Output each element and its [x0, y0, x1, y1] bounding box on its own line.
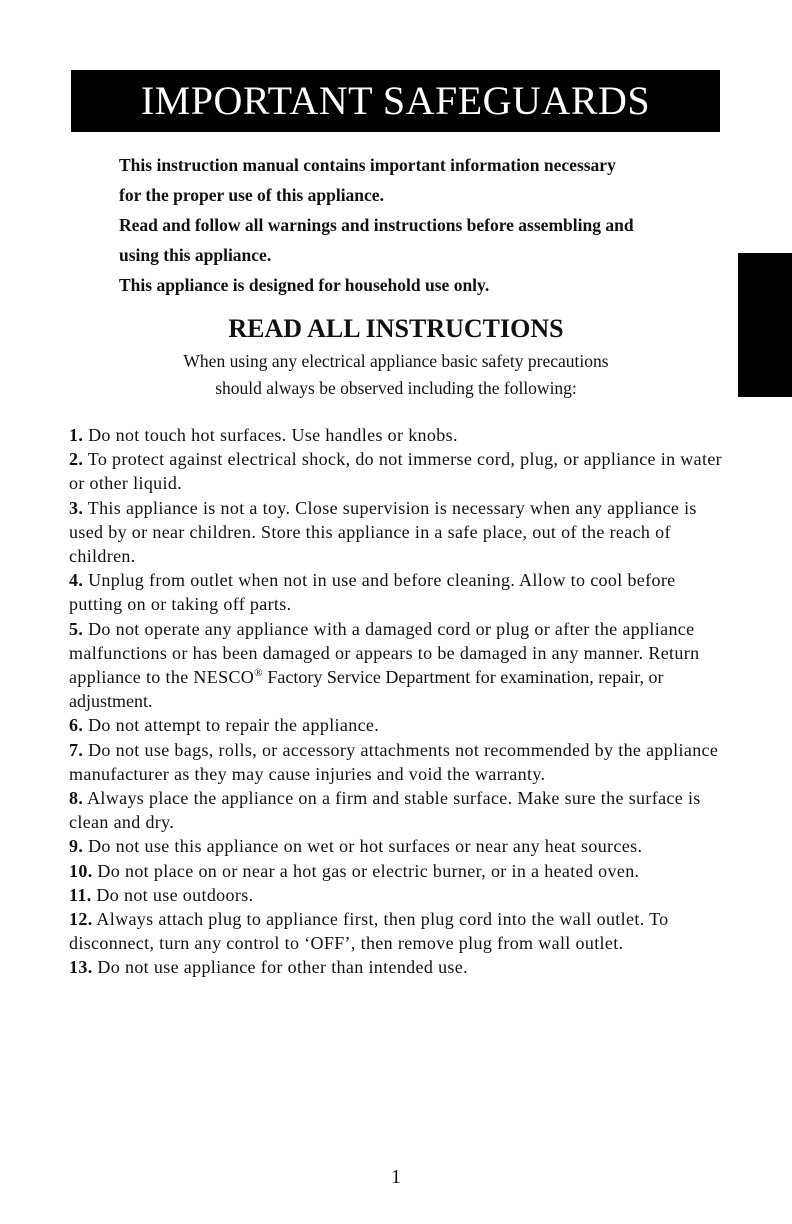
page-number: 1: [391, 1166, 401, 1188]
list-item: [69, 496, 729, 569]
list-item: [69, 423, 729, 447]
intro-line: Read and follow all warnings and instructions before assembling and: [119, 215, 634, 235]
item-number: 1.: [69, 425, 84, 445]
list-item: [69, 568, 729, 616]
item-text: Do not attempt to repair the appliance.: [88, 715, 380, 736]
item-number: 3.: [69, 497, 84, 518]
list-item: [69, 447, 729, 495]
item-text: Unplug from outlet when not in use and before cleaning. Allow to cool before putting on or taking off parts.: [69, 570, 676, 615]
item-number: 11.: [69, 884, 92, 905]
header-banner: [71, 70, 720, 132]
read-all-instructions-heading: READ ALL INSTRUCTIONS: [228, 314, 564, 343]
item-text: Always place the appliance on a firm and stable surface. Make sure the surface is clean and dry.: [69, 788, 701, 833]
item-text: Do not use this appliance on wet or hot surfaces or near any heat sources.: [88, 836, 643, 857]
list-item: [69, 907, 729, 955]
item-number: 5.: [69, 618, 84, 639]
intro-line: for the proper use of this appliance.: [119, 185, 384, 205]
item-number: 8.: [69, 788, 84, 809]
page-title: IMPORTANT SAFEGUARDS: [140, 78, 651, 123]
item-text: To protect against electrical shock, do not immerse cord, plug, or appliance in water or other liquid.: [69, 449, 723, 494]
item-number: 4.: [69, 570, 84, 591]
intro-line: using this appliance.: [119, 245, 272, 265]
item-text: Always attach plug to appliance first, then plug cord into the wall outlet. To disconnect, turn any control to ‘OFF’, then remove plug from wall outlet.: [69, 909, 669, 954]
item-text: Do not use bags, rolls, or accessory attachments not recommended by the appliance manufacturer as they may cause injuries and void the warranty.: [69, 739, 719, 784]
list-item: [69, 859, 729, 883]
item-number: 10.: [69, 860, 93, 881]
item-text: Do not use outdoors.: [96, 884, 254, 905]
registered-mark: ®: [254, 667, 263, 680]
precaution-line: When using any electrical appliance basic safety precautions: [183, 351, 609, 371]
item-number: 2.: [69, 449, 84, 470]
item-number: 13.: [69, 957, 93, 978]
list-item: [69, 713, 729, 737]
item-number: 12.: [69, 909, 93, 930]
precaution-note: [0, 348, 792, 402]
item-text: Do not use appliance for other than intended use.: [97, 957, 468, 978]
intro-line: This instruction manual contains important information necessary: [119, 155, 616, 175]
item-text: Do not touch hot surfaces. Use handles or knobs.: [88, 425, 458, 445]
item-number: 7.: [69, 739, 84, 760]
item-text: This appliance is not a toy. Close supervision is necessary when any appliance is used by or near children. Store this appliance in a safe place, out of the reach of children.: [69, 497, 697, 567]
precaution-line: should always be observed including the following:: [215, 378, 577, 398]
intro-line: This appliance is designed for household use only.: [119, 275, 490, 295]
list-item: [69, 834, 729, 858]
list-item: [69, 786, 729, 834]
item-text: Do not operate any appliance with a damaged cord or plug or after the appliance malfunctions or has been damaged or appears to be damaged in any manner. Return appliance to the NESCO: [69, 618, 700, 688]
list-item: [69, 738, 729, 786]
item-number: 6.: [69, 715, 84, 736]
safeguards-list: [69, 423, 729, 980]
item-text-continued: Factory Service Department for examination, repair, or adjustment.: [69, 667, 664, 712]
item-text: Do not place on or near a hot gas or electric burner, or in a heated oven.: [97, 860, 640, 881]
intro-notice: [119, 150, 739, 300]
list-item: [69, 617, 729, 714]
item-number: 9.: [69, 836, 84, 857]
list-item: [69, 883, 729, 907]
list-item: [69, 955, 729, 979]
